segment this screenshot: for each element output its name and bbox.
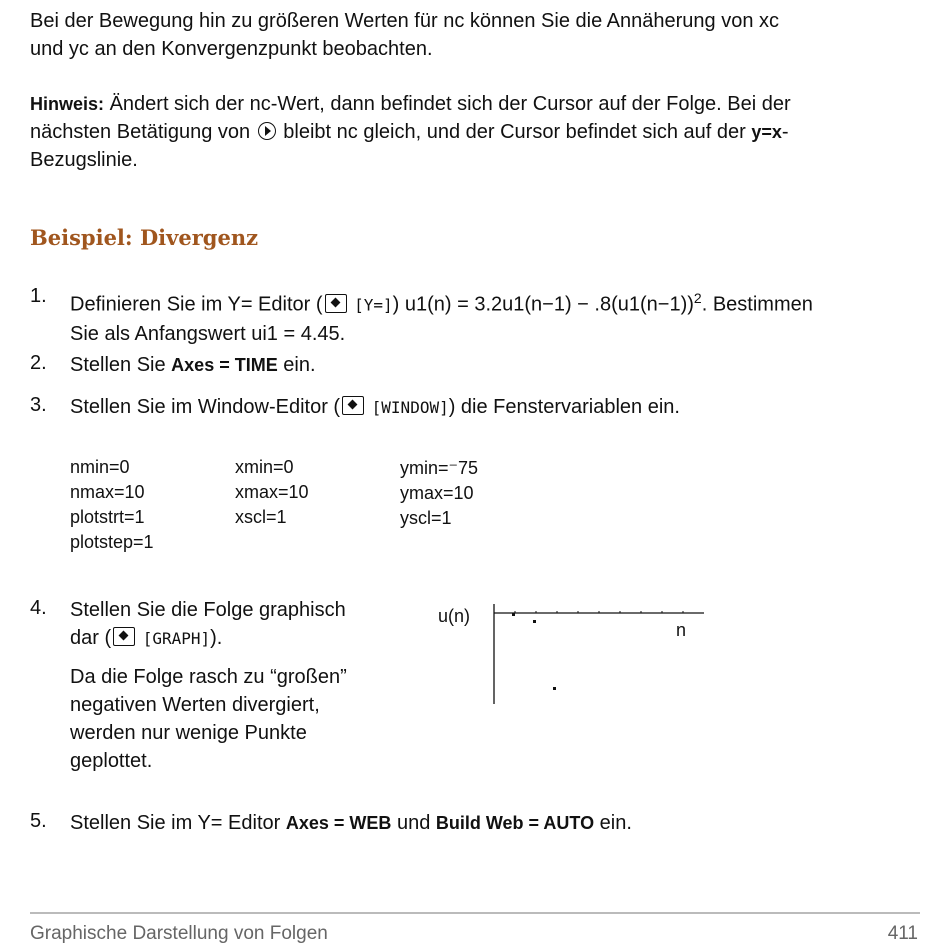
var-yscl: yscl=1: [400, 508, 452, 528]
diamond-key-icon: [342, 396, 364, 415]
intro-line-2: und yc an den Konvergenzpunkt beobachten.: [30, 38, 433, 60]
step-1-text-a: Definieren Sie im Y= Editor (: [70, 293, 323, 316]
step-2-number: 2.: [30, 352, 47, 374]
step-1-line-1: [70, 284, 930, 320]
step-3-text-a: Stellen Sie im Window-Editor (: [70, 396, 341, 418]
step-4-desc-3: werden nur wenige Punkte: [70, 722, 307, 744]
section-heading: Beispiel: Divergenz: [30, 225, 259, 250]
step-2-text-b: ein.: [277, 354, 316, 376]
step-3-number: 3.: [30, 394, 47, 416]
footer-title: Graphische Darstellung von Folgen: [30, 923, 328, 944]
step-5: [70, 809, 632, 837]
hint-label: Hinweis:: [30, 94, 105, 114]
graph-plot-area: [436, 598, 716, 710]
step-4-desc-4: geplottet.: [70, 750, 153, 772]
step-4-desc-1: Da die Folge rasch zu “großen”: [70, 666, 347, 688]
hint-line-1: [30, 90, 930, 118]
intro-line-1: Bei der Bewegung hin zu größeren Werten für nc können Sie die Annäherung von xc: [30, 10, 779, 32]
var-xscl: xscl=1: [235, 507, 287, 527]
step-5-text-b: und: [391, 812, 436, 834]
var-ymax: ymax=10: [400, 483, 474, 503]
page-number: 411: [887, 923, 918, 944]
window-vars-col-2: [235, 455, 309, 530]
step-4-number: 4.: [30, 597, 47, 619]
y-editor-key-label: [Y=]: [354, 295, 393, 315]
hint-line-3: Bezugslinie.: [30, 149, 138, 171]
step-2: [70, 351, 316, 379]
var-plotstep: plotstep=1: [70, 532, 154, 552]
hint-text-2b: bleibt nc gleich, und der Cursor befindet sich auf der: [277, 121, 752, 143]
var-plotstrt: plotstrt=1: [70, 507, 145, 527]
step-3-text-b: ) die Fenstervariablen ein.: [448, 396, 680, 418]
diamond-key-icon: [325, 294, 347, 313]
step-5-text-c: ein.: [594, 812, 632, 834]
window-vars-col-3: [400, 456, 478, 531]
step-4: [70, 596, 410, 775]
step-1-text-c: . Bestimmen: [701, 293, 813, 316]
intro-paragraph: [30, 7, 779, 63]
graph-point-1: [512, 613, 515, 616]
step-5-bold-1: Axes = WEB: [285, 813, 392, 833]
graph-key-label: [GRAPH]: [142, 629, 211, 648]
hint-yx: y=x: [751, 122, 782, 142]
step-3: [70, 393, 680, 422]
var-xmin: xmin=0: [235, 457, 294, 477]
step-4-line-1: Stellen Sie die Folge graphisch: [70, 599, 346, 621]
step-1-text-b: ) u1(n) = 3.2u1(n−1) − .8(u1(n−1)): [392, 293, 694, 316]
hint-text-1: Ändert sich der nc-Wert, dann befindet sich der Cursor auf der Folge. Bei der: [104, 93, 791, 115]
step-4-desc-2: negativen Werten divergiert,: [70, 694, 320, 716]
hint-line-2: [30, 118, 930, 146]
graph-y-label: u(n): [438, 606, 471, 626]
var-xmax: xmax=10: [235, 482, 309, 502]
step-4-text-a: dar (: [70, 627, 112, 649]
sequence-graph: [436, 598, 716, 710]
hint-text-2c: -: [781, 121, 789, 143]
step-5-bold-2: Build Web = AUTO: [435, 813, 595, 833]
diamond-key-icon: [113, 627, 135, 646]
step-1-line-2: Sie als Anfangswert ui1 = 4.45.: [70, 322, 346, 345]
step-1-superscript: 2: [693, 290, 702, 306]
step-1-number: 1.: [30, 285, 47, 307]
window-vars-col-1: [70, 455, 154, 555]
graph-point-3: [553, 687, 556, 690]
graph-x-label: n: [676, 620, 687, 640]
right-arrow-key-icon: [258, 122, 276, 140]
footer-divider: [30, 912, 920, 914]
step-5-text-a: Stellen Sie im Y= Editor: [70, 812, 286, 834]
window-key-label: [WINDOW]: [371, 398, 449, 417]
step-4-text-b: ).: [210, 627, 223, 649]
graph-point-2: [533, 620, 536, 623]
var-nmin: nmin=0: [70, 457, 130, 477]
var-nmax: nmax=10: [70, 482, 145, 502]
step-1: [70, 284, 930, 348]
hint-paragraph: [30, 90, 930, 174]
var-ymin: ymin=⁻75: [400, 458, 479, 478]
step-2-bold: Axes = TIME: [171, 355, 278, 375]
step-4-line-2: [70, 624, 410, 653]
step-5-number: 5.: [30, 810, 47, 832]
step-2-text-a: Stellen Sie: [70, 354, 172, 376]
hint-text-2a: nächsten Betätigung von: [30, 121, 256, 143]
